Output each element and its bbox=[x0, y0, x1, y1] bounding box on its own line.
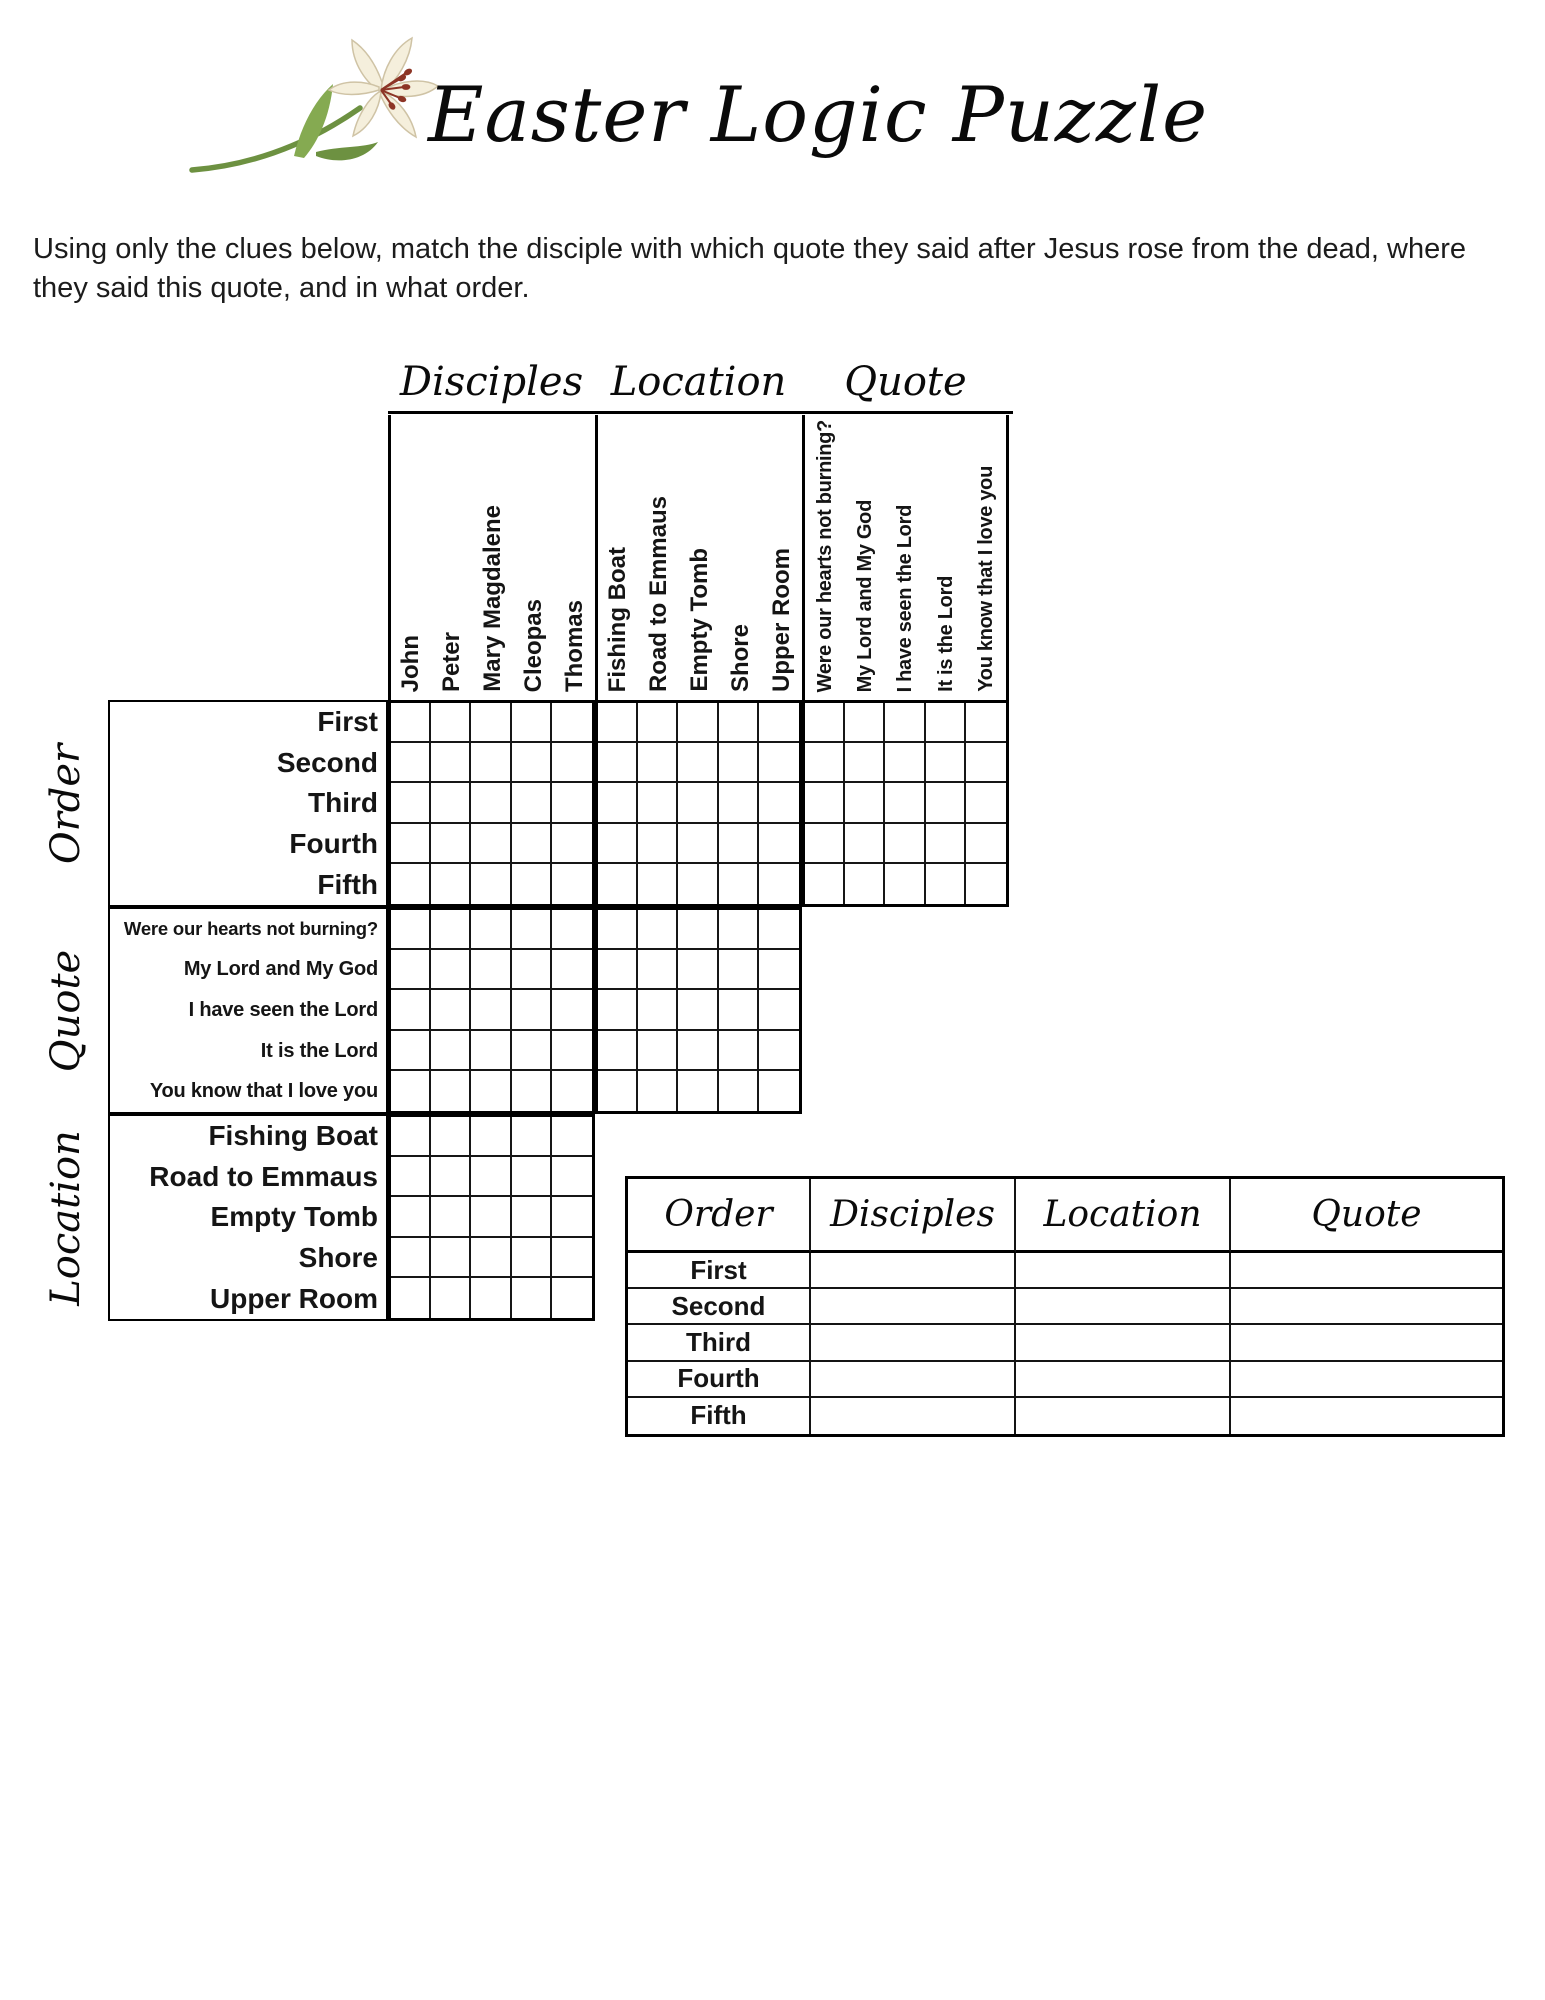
answer-cell[interactable] bbox=[1231, 1362, 1502, 1398]
row-label-text: Empty Tomb bbox=[210, 1201, 378, 1233]
column-labels-disciples bbox=[388, 415, 595, 700]
grid-cell[interactable] bbox=[759, 703, 799, 743]
column-label-cell bbox=[805, 415, 845, 700]
row-group-label-order bbox=[26, 700, 106, 907]
grid-cell[interactable] bbox=[552, 703, 592, 743]
grid-cell[interactable] bbox=[966, 703, 1006, 743]
column-label: John bbox=[397, 634, 425, 692]
row-label bbox=[110, 1278, 386, 1319]
grid-cell[interactable] bbox=[638, 1071, 678, 1111]
row-label bbox=[110, 864, 386, 905]
grid-cell[interactable] bbox=[719, 703, 759, 743]
row-labels-order bbox=[108, 700, 388, 907]
lily-leaf-lower bbox=[316, 142, 378, 160]
grid-cell[interactable] bbox=[759, 1071, 799, 1111]
grid-cell[interactable] bbox=[638, 990, 678, 1030]
grid-cell[interactable] bbox=[512, 1238, 552, 1278]
grid-cell[interactable] bbox=[552, 910, 592, 950]
row-label-text: First bbox=[317, 706, 378, 738]
grid-cell[interactable] bbox=[391, 1117, 431, 1157]
column-label-cell bbox=[473, 415, 514, 700]
row-label bbox=[110, 743, 386, 784]
grid-cell[interactable] bbox=[719, 990, 759, 1030]
grid-cell[interactable] bbox=[805, 783, 845, 823]
row-label bbox=[110, 909, 386, 950]
row-label-text: Shore bbox=[298, 1242, 378, 1274]
grid-cell[interactable] bbox=[552, 1278, 592, 1318]
column-group-header-location: Location bbox=[610, 359, 787, 405]
lily-bloom bbox=[329, 38, 438, 137]
row-label bbox=[110, 950, 386, 991]
grid-cell[interactable] bbox=[391, 1157, 431, 1197]
row-labels-location bbox=[108, 1114, 388, 1321]
row-group-label-quote bbox=[26, 907, 106, 1114]
column-label: Shore bbox=[726, 623, 754, 692]
grid-cell[interactable] bbox=[759, 783, 799, 823]
answer-row-label-text: First bbox=[690, 1254, 747, 1285]
row-label-text: Fifth bbox=[317, 868, 378, 900]
grid-cell[interactable] bbox=[885, 864, 925, 904]
grid-block-order-disciples bbox=[388, 700, 595, 907]
grid-cell[interactable] bbox=[966, 743, 1006, 783]
grid-cell[interactable] bbox=[638, 743, 678, 783]
answer-row-label-text: Second bbox=[671, 1290, 766, 1321]
row-label bbox=[110, 1031, 386, 1072]
grid-cell[interactable] bbox=[759, 950, 799, 990]
answer-cell[interactable] bbox=[811, 1398, 1016, 1434]
column-label-cell bbox=[391, 415, 432, 700]
grid-cell[interactable] bbox=[719, 910, 759, 950]
grid-cell[interactable] bbox=[431, 743, 471, 783]
grid-cell[interactable] bbox=[471, 1197, 511, 1237]
answer-cell[interactable] bbox=[1016, 1362, 1231, 1398]
grid-cell[interactable] bbox=[759, 990, 799, 1030]
row-label-text: Road to Emmaus bbox=[149, 1160, 378, 1192]
grid-cell[interactable] bbox=[926, 703, 966, 743]
grid-cell[interactable] bbox=[471, 910, 511, 950]
grid-cell[interactable] bbox=[512, 950, 552, 990]
grid-cell[interactable] bbox=[431, 824, 471, 864]
row-label-text: Third bbox=[308, 787, 378, 819]
grid-cell[interactable] bbox=[471, 1157, 511, 1197]
grid-cell[interactable] bbox=[552, 824, 592, 864]
column-label: My Lord and My God bbox=[854, 499, 877, 692]
grid-cell[interactable] bbox=[845, 743, 885, 783]
grid-cell[interactable] bbox=[391, 824, 431, 864]
grid-cell[interactable] bbox=[885, 824, 925, 864]
row-label bbox=[110, 702, 386, 743]
grid-cell[interactable] bbox=[391, 1071, 431, 1111]
answer-header-quote bbox=[1231, 1179, 1502, 1253]
answer-cell[interactable] bbox=[811, 1289, 1016, 1325]
column-label-cell bbox=[926, 415, 966, 700]
column-label: Fishing Boat bbox=[604, 546, 632, 692]
grid-cell[interactable] bbox=[926, 743, 966, 783]
grid-cell[interactable] bbox=[471, 824, 511, 864]
grid-cell[interactable] bbox=[805, 703, 845, 743]
grid-cell[interactable] bbox=[391, 1031, 431, 1071]
column-label: Mary Magdalene bbox=[478, 505, 506, 692]
page-title: Easter Logic Puzzle bbox=[428, 70, 1209, 159]
grid-cell[interactable] bbox=[512, 910, 552, 950]
answer-header-location bbox=[1016, 1179, 1231, 1253]
row-label-text: It is the Lord bbox=[260, 1039, 378, 1062]
grid-cell[interactable] bbox=[431, 864, 471, 904]
row-group-label-text: Order bbox=[43, 743, 89, 864]
grid-cell[interactable] bbox=[759, 910, 799, 950]
grid-cell[interactable] bbox=[431, 1117, 471, 1157]
grid-cell[interactable] bbox=[638, 783, 678, 823]
row-label-text: Fourth bbox=[289, 828, 378, 860]
row-label-text: I have seen the Lord bbox=[188, 998, 378, 1021]
grid-cell[interactable] bbox=[512, 1278, 552, 1318]
row-group-label-text: Location bbox=[43, 1129, 90, 1306]
grid-cell[interactable] bbox=[719, 824, 759, 864]
grid-cell[interactable] bbox=[552, 1031, 592, 1071]
grid-cell[interactable] bbox=[512, 1071, 552, 1111]
column-group-header-quote: Quote bbox=[844, 359, 967, 405]
grid-cell[interactable] bbox=[471, 1031, 511, 1071]
grid-cell[interactable] bbox=[552, 1197, 592, 1237]
grid-cell[interactable] bbox=[391, 1238, 431, 1278]
column-label-cell bbox=[432, 415, 473, 700]
row-label bbox=[110, 1197, 386, 1238]
grid-cell[interactable] bbox=[638, 703, 678, 743]
grid-cell[interactable] bbox=[845, 783, 885, 823]
row-label-text: Second bbox=[276, 746, 378, 778]
grid-cell[interactable] bbox=[805, 864, 845, 904]
grid-cell[interactable] bbox=[431, 1238, 471, 1278]
grid-cell[interactable] bbox=[805, 743, 845, 783]
grid-cell[interactable] bbox=[391, 1197, 431, 1237]
grid-cell[interactable] bbox=[759, 743, 799, 783]
answer-header-disciples bbox=[811, 1179, 1016, 1253]
grid-cell[interactable] bbox=[598, 1031, 638, 1071]
answer-cell[interactable] bbox=[811, 1362, 1016, 1398]
grid-cell[interactable] bbox=[431, 1157, 471, 1197]
grid-cell[interactable] bbox=[552, 1157, 592, 1197]
answer-row-label bbox=[628, 1398, 811, 1434]
grid-cell[interactable] bbox=[391, 1278, 431, 1318]
column-label-cell bbox=[680, 415, 721, 700]
answer-cell[interactable] bbox=[1016, 1398, 1231, 1434]
row-label bbox=[110, 990, 386, 1031]
answer-cell[interactable] bbox=[1231, 1253, 1502, 1289]
grid-block-location-disciples bbox=[388, 1114, 595, 1321]
grid-cell[interactable] bbox=[719, 1071, 759, 1111]
grid-cell[interactable] bbox=[512, 1031, 552, 1071]
row-label bbox=[110, 1157, 386, 1198]
column-label-cell bbox=[554, 415, 595, 700]
grid-cell[interactable] bbox=[598, 1071, 638, 1111]
column-label: Were our hearts not burning? bbox=[814, 419, 837, 692]
grid-cell[interactable] bbox=[471, 990, 511, 1030]
grid-cell[interactable] bbox=[512, 990, 552, 1030]
grid-cell[interactable] bbox=[678, 743, 718, 783]
answer-cell[interactable] bbox=[1016, 1325, 1231, 1361]
grid-cell[interactable] bbox=[719, 864, 759, 904]
grid-cell[interactable] bbox=[471, 703, 511, 743]
column-label: Thomas bbox=[560, 599, 588, 692]
grid-cell[interactable] bbox=[885, 743, 925, 783]
grid-cell[interactable] bbox=[471, 864, 511, 904]
grid-block-quote-location bbox=[595, 907, 802, 1114]
grid-cell[interactable] bbox=[966, 864, 1006, 904]
grid-cell[interactable] bbox=[471, 1117, 511, 1157]
answer-cell[interactable] bbox=[1016, 1289, 1231, 1325]
grid-cell[interactable] bbox=[471, 783, 511, 823]
grid-cell[interactable] bbox=[759, 1031, 799, 1071]
grid-cell[interactable] bbox=[966, 824, 1006, 864]
grid-cell[interactable] bbox=[885, 783, 925, 823]
grid-cell[interactable] bbox=[512, 864, 552, 904]
grid-cell[interactable] bbox=[552, 1071, 592, 1111]
grid-cell[interactable] bbox=[719, 950, 759, 990]
grid-cell[interactable] bbox=[431, 990, 471, 1030]
grid-block-order-location bbox=[595, 700, 802, 907]
column-label-cell bbox=[720, 415, 761, 700]
answer-cell[interactable] bbox=[1231, 1325, 1502, 1361]
answer-header-text: Location bbox=[1043, 1193, 1202, 1235]
grid-cell[interactable] bbox=[885, 703, 925, 743]
grid-cell[interactable] bbox=[598, 783, 638, 823]
column-label: Upper Room bbox=[767, 548, 795, 692]
grid-cell[interactable] bbox=[598, 703, 638, 743]
row-label bbox=[110, 1071, 386, 1112]
grid-block-order-quote bbox=[802, 700, 1009, 907]
grid-cell[interactable] bbox=[845, 824, 885, 864]
grid-cell[interactable] bbox=[678, 950, 718, 990]
grid-cell[interactable] bbox=[512, 1157, 552, 1197]
row-group-label-location bbox=[26, 1114, 106, 1321]
answer-cell[interactable] bbox=[1231, 1289, 1502, 1325]
column-label-cell bbox=[885, 415, 925, 700]
grid-cell[interactable] bbox=[431, 1031, 471, 1071]
row-group-label-text: Quote bbox=[43, 949, 90, 1072]
grid-cell[interactable] bbox=[391, 864, 431, 904]
grid-cell[interactable] bbox=[431, 703, 471, 743]
grid-cell[interactable] bbox=[719, 783, 759, 823]
column-label-cell bbox=[513, 415, 554, 700]
grid-cell[interactable] bbox=[552, 950, 592, 990]
grid-cell[interactable] bbox=[431, 783, 471, 823]
grid-cell[interactable] bbox=[512, 824, 552, 864]
grid-cell[interactable] bbox=[431, 950, 471, 990]
grid-cell[interactable] bbox=[391, 910, 431, 950]
grid-cell[interactable] bbox=[391, 990, 431, 1030]
answer-cell[interactable] bbox=[1231, 1398, 1502, 1434]
column-group-header-disciples: Disciples bbox=[399, 359, 584, 405]
answer-row-label-text: Fifth bbox=[690, 1400, 747, 1431]
grid-cell[interactable] bbox=[719, 1031, 759, 1071]
column-label: I have seen the Lord bbox=[894, 504, 917, 692]
grid-cell[interactable] bbox=[598, 990, 638, 1030]
column-label-cell bbox=[966, 415, 1006, 700]
grid-cell[interactable] bbox=[391, 950, 431, 990]
answer-header-text: Quote bbox=[1311, 1193, 1422, 1235]
column-label: Road to Emmaus bbox=[645, 495, 673, 692]
answer-cell[interactable] bbox=[811, 1253, 1016, 1289]
column-label-cell bbox=[598, 415, 639, 700]
answer-header-text: Disciples bbox=[830, 1193, 995, 1235]
answer-table bbox=[625, 1176, 1505, 1437]
grid-cell[interactable] bbox=[678, 990, 718, 1030]
grid-cell[interactable] bbox=[598, 743, 638, 783]
grid-cell[interactable] bbox=[431, 1278, 471, 1318]
grid-cell[interactable] bbox=[552, 864, 592, 904]
grid-cell[interactable] bbox=[678, 1071, 718, 1111]
column-label: Empty Tomb bbox=[685, 548, 713, 692]
grid-cell[interactable] bbox=[552, 1117, 592, 1157]
grid-cell[interactable] bbox=[719, 743, 759, 783]
answer-header-order bbox=[628, 1179, 811, 1253]
answer-row-label bbox=[628, 1289, 811, 1325]
grid-cell[interactable] bbox=[512, 1117, 552, 1157]
grid-cell[interactable] bbox=[638, 864, 678, 904]
grid-cell[interactable] bbox=[678, 910, 718, 950]
row-label bbox=[110, 824, 386, 865]
row-label-text: Were our hearts not burning? bbox=[123, 918, 378, 940]
grid-cell[interactable] bbox=[512, 1197, 552, 1237]
grid-cell[interactable] bbox=[471, 1238, 511, 1278]
grid-cell[interactable] bbox=[678, 703, 718, 743]
answer-header-text: Order bbox=[664, 1193, 773, 1235]
grid-cell[interactable] bbox=[966, 783, 1006, 823]
grid-cell[interactable] bbox=[638, 824, 678, 864]
answer-cell[interactable] bbox=[811, 1325, 1016, 1361]
lily-leaf-upper bbox=[294, 84, 333, 158]
answer-row-label bbox=[628, 1253, 811, 1289]
row-label bbox=[110, 1116, 386, 1157]
grid-cell[interactable] bbox=[471, 743, 511, 783]
grid-cell[interactable] bbox=[805, 824, 845, 864]
column-labels-quote bbox=[802, 415, 1009, 700]
answer-cell[interactable] bbox=[1016, 1253, 1231, 1289]
grid-cell[interactable] bbox=[926, 824, 966, 864]
lily-flower-icon bbox=[178, 34, 446, 194]
grid-cell[interactable] bbox=[598, 950, 638, 990]
grid-cell[interactable] bbox=[471, 1278, 511, 1318]
grid-cell[interactable] bbox=[638, 950, 678, 990]
column-label: It is the Lord bbox=[934, 576, 957, 692]
row-label-text: Fishing Boat bbox=[208, 1120, 378, 1152]
grid-cell[interactable] bbox=[391, 703, 431, 743]
column-label-cell bbox=[845, 415, 885, 700]
grid-cell[interactable] bbox=[926, 864, 966, 904]
grid-cell[interactable] bbox=[512, 743, 552, 783]
row-label-text: My Lord and My God bbox=[183, 958, 378, 981]
column-label: Peter bbox=[438, 631, 466, 692]
row-label-text: You know that I love you bbox=[149, 1080, 378, 1103]
grid-cell[interactable] bbox=[759, 864, 799, 904]
answer-row-label bbox=[628, 1362, 811, 1398]
grid-cell[interactable] bbox=[391, 783, 431, 823]
grid-cell[interactable] bbox=[552, 990, 592, 1030]
column-header-underline bbox=[388, 411, 1013, 414]
column-label: You know that I love you bbox=[974, 466, 997, 692]
column-labels-location bbox=[595, 415, 802, 700]
column-label-cell bbox=[761, 415, 802, 700]
grid-cell[interactable] bbox=[431, 910, 471, 950]
column-label-cell bbox=[639, 415, 680, 700]
grid-cell[interactable] bbox=[431, 1071, 471, 1111]
grid-cell[interactable] bbox=[552, 743, 592, 783]
grid-cell[interactable] bbox=[638, 910, 678, 950]
grid-cell[interactable] bbox=[598, 910, 638, 950]
grid-cell[interactable] bbox=[926, 783, 966, 823]
grid-cell[interactable] bbox=[431, 1197, 471, 1237]
grid-cell[interactable] bbox=[552, 1238, 592, 1278]
grid-cell[interactable] bbox=[845, 703, 885, 743]
row-label bbox=[110, 783, 386, 824]
grid-cell[interactable] bbox=[678, 864, 718, 904]
grid-cell[interactable] bbox=[759, 824, 799, 864]
grid-cell[interactable] bbox=[638, 1031, 678, 1071]
grid-cell[interactable] bbox=[678, 1031, 718, 1071]
grid-cell[interactable] bbox=[845, 864, 885, 904]
lily-stem bbox=[192, 108, 360, 170]
grid-block-quote-disciples bbox=[388, 907, 595, 1114]
grid-cell[interactable] bbox=[471, 1071, 511, 1111]
answer-row-label bbox=[628, 1325, 811, 1361]
grid-cell[interactable] bbox=[391, 743, 431, 783]
row-labels-quote bbox=[108, 907, 388, 1114]
grid-cell[interactable] bbox=[512, 783, 552, 823]
grid-cell[interactable] bbox=[678, 783, 718, 823]
answer-row-label-text: Fourth bbox=[677, 1363, 760, 1394]
grid-cell[interactable] bbox=[552, 783, 592, 823]
row-label bbox=[110, 1238, 386, 1279]
grid-cell[interactable] bbox=[678, 824, 718, 864]
column-label: Cleopas bbox=[519, 598, 547, 692]
row-label-text: Upper Room bbox=[210, 1282, 378, 1314]
instructions: Using only the clues below, match the disciple with which quote they said after Jesus rose from the dead, where they said this quote, and in what order. bbox=[33, 233, 1467, 304]
grid-cell[interactable] bbox=[598, 864, 638, 904]
grid-cell[interactable] bbox=[512, 703, 552, 743]
grid-cell[interactable] bbox=[598, 824, 638, 864]
answer-row-label-text: Third bbox=[686, 1326, 751, 1357]
grid-cell[interactable] bbox=[471, 950, 511, 990]
